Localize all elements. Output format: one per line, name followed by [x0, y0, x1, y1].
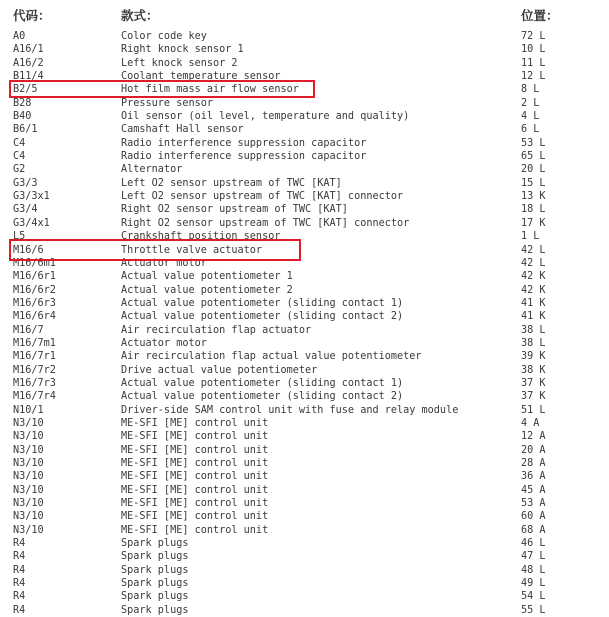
- table-row: [0, 524, 609, 537]
- table-row: [0, 177, 609, 190]
- component-description: Radio interference suppression capacitor: [121, 137, 367, 149]
- component-location: 47 L: [521, 551, 546, 563]
- component-description: Actual value potentiometer 1: [121, 271, 293, 283]
- component-description: Alternator: [121, 164, 183, 176]
- component-code: N10/1: [13, 404, 44, 416]
- component-description: Actuator motor: [121, 337, 207, 349]
- component-code: M16/7m1: [13, 337, 56, 349]
- component-code: R4: [13, 551, 26, 563]
- component-description: Color code key: [121, 31, 207, 42]
- component-location: 65 L: [521, 151, 546, 163]
- component-code: B6/1: [13, 124, 38, 136]
- component-description: Actual value potentiometer (sliding contact 1): [121, 297, 404, 309]
- component-code: R4: [13, 578, 26, 590]
- component-description: Actual value potentiometer (sliding contact 2): [121, 311, 404, 323]
- table-row: [0, 150, 609, 163]
- component-location: 41 K: [521, 297, 546, 309]
- component-description: Right knock sensor 1: [121, 44, 244, 56]
- table-row: [0, 30, 609, 43]
- table-row: [0, 377, 609, 390]
- component-location: 38 L: [521, 324, 546, 336]
- component-location: 12 L: [521, 71, 546, 83]
- component-description: Coolant temperature sensor: [121, 71, 281, 83]
- component-description: Hot film mass air flow sensor: [121, 84, 299, 96]
- component-location: 10 L: [521, 44, 546, 56]
- component-description: Left O2 sensor upstream of TWC [KAT] connector: [121, 191, 404, 203]
- component-location: 38 K: [521, 364, 546, 376]
- component-location: 17 K: [521, 217, 546, 229]
- component-location: 2 L: [521, 97, 540, 109]
- table-row: [0, 457, 609, 470]
- component-code: G3/3x1: [13, 191, 50, 203]
- component-description: Actual value potentiometer 2: [121, 284, 293, 296]
- table-row: [0, 324, 609, 337]
- component-code: G3/4: [13, 204, 38, 216]
- component-code: A16/2: [13, 57, 44, 69]
- component-description: Crankshaft position sensor: [121, 231, 281, 243]
- table-row: [0, 244, 609, 257]
- component-location: 18 L: [521, 204, 546, 216]
- component-description: Drive actual value potentiometer: [121, 364, 318, 376]
- table-row: [0, 590, 609, 603]
- component-code: R4: [13, 564, 26, 576]
- component-location: 20 A: [521, 444, 546, 456]
- component-code: R4: [13, 591, 26, 603]
- component-description: Left knock sensor 2: [121, 57, 238, 69]
- component-location: 53 L: [521, 137, 546, 149]
- component-location: 60 A: [521, 511, 546, 523]
- table-row: [0, 270, 609, 283]
- component-description: Spark plugs: [121, 591, 189, 603]
- component-description: ME-SFI [ME] control unit: [121, 471, 269, 483]
- component-description: Oil sensor (oil level, temperature and quality): [121, 111, 410, 123]
- component-description: ME-SFI [ME] control unit: [121, 417, 269, 429]
- component-location: 72 L: [521, 31, 546, 42]
- component-code: G3/3: [13, 177, 38, 189]
- table-row: [0, 297, 609, 310]
- component-code: M16/7: [13, 324, 44, 336]
- component-description: Left O2 sensor upstream of TWC [KAT]: [121, 177, 342, 189]
- component-code: C4: [13, 151, 26, 163]
- component-code: N3/10: [13, 431, 44, 443]
- table-row: [0, 257, 609, 270]
- table-body: [0, 30, 609, 617]
- component-location: 42 K: [521, 284, 546, 296]
- component-code: B28: [13, 97, 32, 109]
- component-location: 42 L: [521, 257, 546, 269]
- component-code: A16/1: [13, 44, 44, 56]
- table-row: [0, 470, 609, 483]
- component-description: Camshaft Hall sensor: [121, 124, 244, 136]
- table-row: [0, 190, 609, 203]
- component-code: M16/6r4: [13, 311, 56, 323]
- component-location: 4 L: [521, 111, 540, 123]
- component-code: A0: [13, 31, 26, 42]
- component-description: ME-SFI [ME] control unit: [121, 484, 269, 496]
- table-row: [0, 430, 609, 443]
- component-code: R4: [13, 604, 26, 616]
- table-row: [0, 123, 609, 136]
- table-row: [0, 390, 609, 403]
- component-location: 68 A: [521, 524, 546, 536]
- component-code: M16/7r4: [13, 391, 56, 403]
- component-location: 46 L: [521, 538, 546, 550]
- table-row: [0, 550, 609, 563]
- component-description: ME-SFI [ME] control unit: [121, 498, 269, 510]
- component-location: 12 A: [521, 431, 546, 443]
- component-description: Spark plugs: [121, 578, 189, 590]
- component-code: N3/10: [13, 444, 44, 456]
- component-location: 13 K: [521, 191, 546, 203]
- component-location: 36 A: [521, 471, 546, 483]
- component-description: Spark plugs: [121, 551, 189, 563]
- component-location: 37 K: [521, 377, 546, 389]
- table-row: [0, 497, 609, 510]
- component-code: G3/4x1: [13, 217, 50, 229]
- component-location: 15 L: [521, 177, 546, 189]
- component-description: Spark plugs: [121, 538, 189, 550]
- component-description: Driver-side SAM control unit with fuse and relay module: [121, 404, 459, 416]
- component-code: M16/6r2: [13, 284, 56, 296]
- component-description: ME-SFI [ME] control unit: [121, 444, 269, 456]
- table-row: [0, 230, 609, 243]
- component-location: 41 K: [521, 311, 546, 323]
- component-description: Air recirculation flap actuator: [121, 324, 312, 336]
- component-location: 20 L: [521, 164, 546, 176]
- component-description: Actuator motor: [121, 257, 207, 269]
- table-row: [0, 70, 609, 83]
- component-location: 4 A: [521, 417, 540, 429]
- component-location: 11 L: [521, 57, 546, 69]
- table-row: [0, 217, 609, 230]
- table-row: [0, 43, 609, 56]
- component-code: B2/5: [13, 84, 38, 96]
- component-description: ME-SFI [ME] control unit: [121, 524, 269, 536]
- table-row: [0, 444, 609, 457]
- component-code: L5: [13, 231, 26, 243]
- table-row: [0, 364, 609, 377]
- table-row: [0, 510, 609, 523]
- table-row: [0, 350, 609, 363]
- component-code: N3/10: [13, 524, 44, 536]
- table-row: [0, 137, 609, 150]
- component-location: 39 K: [521, 351, 546, 363]
- table-row: [0, 337, 609, 350]
- table-row: [0, 97, 609, 110]
- component-description: ME-SFI [ME] control unit: [121, 431, 269, 443]
- component-description: Right O2 sensor upstream of TWC [KAT]: [121, 204, 348, 216]
- component-code: M16/7r1: [13, 351, 56, 363]
- description-column-header: 款式：: [121, 8, 159, 23]
- table-row: [0, 537, 609, 550]
- component-description: Spark plugs: [121, 564, 189, 576]
- component-description: Spark plugs: [121, 604, 189, 616]
- component-location: 53 A: [521, 498, 546, 510]
- table-row: [0, 604, 609, 617]
- component-code: N3/10: [13, 498, 44, 510]
- component-code: M16/6r1: [13, 271, 56, 283]
- table-row: [0, 564, 609, 577]
- table-row: [0, 83, 609, 96]
- component-code: G2: [13, 164, 26, 176]
- component-code: N3/10: [13, 458, 44, 469]
- table-row: [0, 404, 609, 417]
- component-code: M16/7r2: [13, 364, 56, 376]
- table-row: [0, 310, 609, 323]
- component-code: C4: [13, 137, 26, 149]
- component-description: ME-SFI [ME] control unit: [121, 458, 269, 469]
- component-location: 28 A: [521, 458, 546, 469]
- component-code: M16/6r3: [13, 297, 56, 309]
- component-description: Radio interference suppression capacitor: [121, 151, 367, 163]
- component-code: M16/6: [13, 244, 44, 256]
- component-location: 42 L: [521, 244, 546, 256]
- table-row: [0, 163, 609, 176]
- component-code: B11/4: [13, 71, 44, 83]
- component-description: Air recirculation flap actual value potentiometer: [121, 351, 422, 363]
- component-description: Actual value potentiometer (sliding contact 1): [121, 377, 404, 389]
- component-description: Right O2 sensor upstream of TWC [KAT] connector: [121, 217, 410, 229]
- component-code: N3/10: [13, 511, 44, 523]
- component-location: 48 L: [521, 564, 546, 576]
- component-code: R4: [13, 538, 26, 550]
- table-row: [0, 577, 609, 590]
- component-location: 51 L: [521, 404, 546, 416]
- component-code: N3/10: [13, 417, 44, 429]
- component-description: Actual value potentiometer (sliding contact 2): [121, 391, 404, 403]
- component-code: N3/10: [13, 484, 44, 496]
- component-location: 6 L: [521, 124, 540, 136]
- component-location: 38 L: [521, 337, 546, 349]
- component-code: N3/10: [13, 471, 44, 483]
- code-column-header: 代码：: [13, 8, 51, 23]
- component-description: Pressure sensor: [121, 97, 214, 109]
- table-row: [0, 110, 609, 123]
- table-row: [0, 484, 609, 497]
- table-header: [0, 6, 609, 22]
- component-location: 8 L: [521, 84, 540, 96]
- component-location: 49 L: [521, 578, 546, 590]
- component-description: Throttle valve actuator: [121, 244, 263, 256]
- component-location: 55 L: [521, 604, 546, 616]
- component-code: B40: [13, 111, 32, 123]
- component-location: 1 L: [521, 231, 540, 243]
- component-location: 45 A: [521, 484, 546, 496]
- component-location: 54 L: [521, 591, 546, 603]
- table-row: [0, 57, 609, 70]
- component-description: ME-SFI [ME] control unit: [121, 511, 269, 523]
- component-code: M16/7r3: [13, 377, 56, 389]
- location-column-header: 位置：: [521, 8, 559, 23]
- component-location: 42 K: [521, 271, 546, 283]
- component-location: 37 K: [521, 391, 546, 403]
- table-row: [0, 417, 609, 430]
- table-row: [0, 284, 609, 297]
- component-code: M16/6m1: [13, 257, 56, 269]
- table-row: [0, 203, 609, 216]
